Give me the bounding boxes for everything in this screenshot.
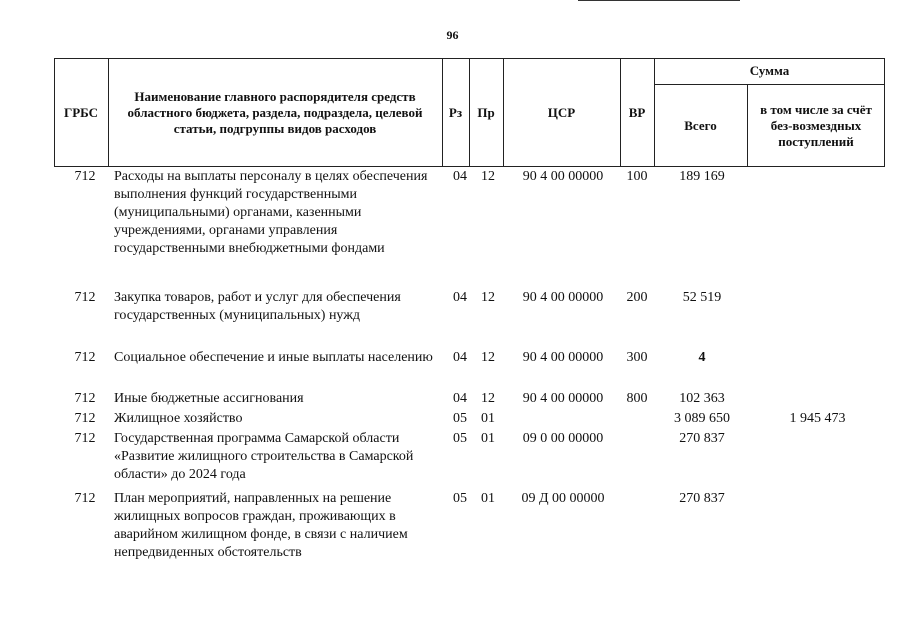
header-vr: ВР [628, 104, 646, 120]
cell-rz: 04 [453, 290, 467, 305]
cell-vr: 300 [626, 350, 648, 365]
cell-total: 270 837 [679, 491, 725, 506]
cell-name: Расходы на выплаты персоналу в целях обеспечения выполнения функций государственными (муниципальными) органами, казенными учреждениями, органами управления государственными внебюджетными фондами [114, 169, 428, 256]
top-rule [578, 0, 740, 1]
cell-csr: 09 Д 00 00000 [521, 491, 605, 506]
header-sum: Сумма [749, 63, 790, 78]
cell-vr: 200 [626, 290, 648, 305]
cell-total: 102 363 [679, 391, 725, 406]
cell-pr: 01 [481, 431, 495, 446]
header-grbs: ГРБС [63, 104, 99, 120]
header-border-grbs [108, 58, 109, 167]
header-free: в том числе за счёт без-возмездных поступлений [760, 101, 872, 149]
cell-name: Государственная программа Самарской области «Развитие жилищного строительства в Самарской области» до 2024 года [114, 431, 414, 482]
header-pr: Пр [477, 104, 495, 120]
header-name: Наименование главного распорядителя средств областного бюджета, раздела, подраздела, целевой статьи, подгруппы видов расходов [127, 88, 423, 136]
cell-name: План мероприятий, направленных на решение жилищных вопросов граждан, проживающих в аварийном жилищном фонде, в связи с наличием непредвиденных обстоятельств [114, 491, 408, 560]
cell-csr: 90 4 00 00000 [522, 169, 604, 184]
cell-grbs: 712 [74, 491, 96, 506]
cell-pr: 01 [481, 411, 495, 426]
cell-csr: 90 4 00 00000 [522, 290, 604, 305]
cell-pr: 12 [481, 350, 495, 365]
cell-pr: 12 [481, 290, 495, 305]
cell-csr: 90 4 00 00000 [522, 391, 604, 406]
table-header [54, 58, 885, 167]
header-total: Всего [684, 117, 717, 133]
cell-free: 1 945 473 [789, 411, 846, 426]
cell-vr: 100 [626, 169, 648, 184]
cell-grbs: 712 [74, 290, 96, 305]
cell-rz: 05 [453, 491, 467, 506]
cell-pr: 01 [481, 491, 495, 506]
cell-total: 4 [698, 350, 706, 365]
cell-grbs: 712 [74, 391, 96, 406]
page-number: 96 [446, 28, 459, 42]
cell-total: 189 169 [679, 169, 725, 184]
cell-grbs: 712 [74, 431, 96, 446]
cell-total: 52 519 [682, 290, 722, 305]
header-csr: ЦСР [547, 104, 576, 120]
cell-pr: 12 [481, 169, 495, 184]
cell-rz: 05 [453, 411, 467, 426]
header-rz: Рз [448, 104, 463, 120]
cell-name: Социальное обеспечение и иные выплаты населению [114, 350, 433, 365]
cell-pr: 12 [481, 391, 495, 406]
cell-grbs: 712 [74, 169, 96, 184]
cell-grbs: 712 [74, 411, 96, 426]
cell-rz: 04 [453, 350, 467, 365]
cell-vr: 800 [626, 391, 648, 406]
cell-csr: 09 0 00 00000 [522, 431, 604, 446]
cell-name: Иные бюджетные ассигнования [114, 391, 304, 406]
cell-csr: 90 4 00 00000 [522, 350, 604, 365]
cell-rz: 04 [453, 169, 467, 184]
cell-grbs: 712 [74, 350, 96, 365]
cell-total: 270 837 [679, 431, 725, 446]
cell-rz: 05 [453, 431, 467, 446]
header-border-total [747, 84, 748, 167]
cell-total: 3 089 650 [674, 411, 730, 426]
cell-rz: 04 [453, 391, 467, 406]
cell-name: Закупка товаров, работ и услуг для обеспечения государственных (муниципальных) нужд [114, 290, 401, 323]
cell-name: Жилищное хозяйство [114, 411, 243, 426]
